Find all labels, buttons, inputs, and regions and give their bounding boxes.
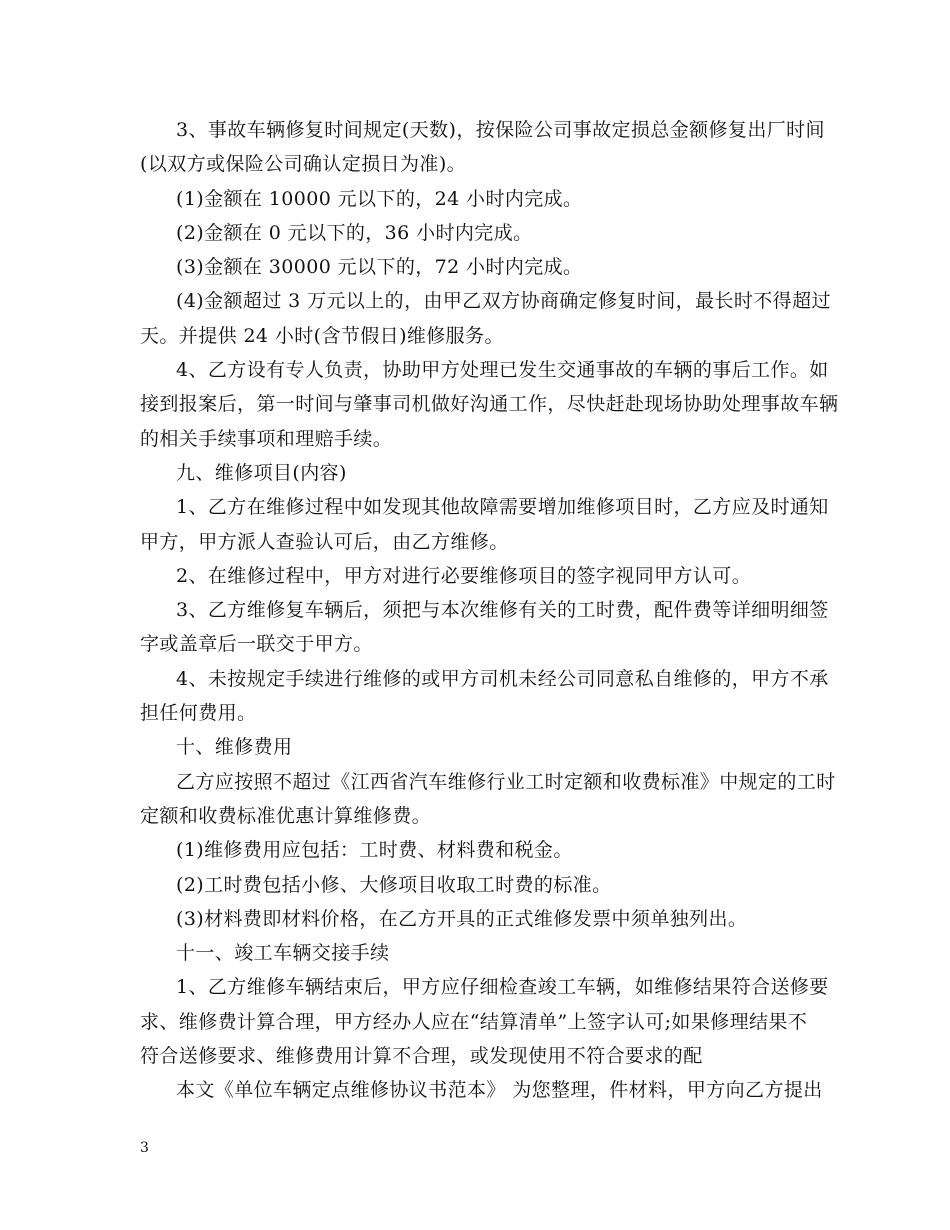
page-number: 3 [140,1140,149,1156]
text-line: 4、未按规定手续进行维修的或甲方司机未经公司同意私自维修的，甲方不承 [176,667,829,690]
section-heading: 九、维修项目(内容) [176,461,347,484]
text-line: 接到报案后，第一时间与肇事司机做好沟通工作，尽快赶赴现场协助处理事故车辆 [140,393,839,416]
text-line: 天。并提供 24 小时(含节假日)维修服务。 [140,324,504,347]
text-line: 的相关手续事项和理赔手续。 [140,427,393,450]
text-line: 3、事故车辆修复时间规定(天数)，按保险公司事故定损总金额修复出厂时间 [176,119,825,141]
section-heading: 十一、竣工车辆交接手续 [176,942,390,965]
text-line: 乙方应按照不超过《江西省汽车维修行业工时定额和收费标准》中规定的工时 [176,770,836,793]
text-line: (1)金额在 10000 元以下的，24 小时内完成。 [176,187,583,210]
text-line: 甲方，甲方派人查验认可后，由乙方维修。 [140,530,509,553]
document-body [140,113,839,1108]
text-line: 字或盖章后一联交于甲方。 [140,633,373,656]
text-line: (以双方或保险公司确认定损日为准)。 [140,153,467,176]
text-line: (3)金额在 30000 元以下的，72 小时内完成。 [176,256,583,279]
text-line: 本文《单位车辆定点维修协议书范本》 为您整理，件材料，甲方向乙方提出 [176,1079,823,1102]
text-line: (2)金额在 0 元以下的，36 小时内完成。 [176,221,533,244]
text-line: (4)金额超过 3 万元以上的，由甲乙双方协商确定修复时间，最长时不得超过 [176,290,831,313]
text-line: (2)工时费包括小修、大修项目收取工时费的标准。 [176,873,612,896]
text-line: 1、乙方在维修过程中如发现其他故障需要增加维修项目时，乙方应及时通知 [176,496,829,519]
text-line: 4、乙方设有专人负责，协助甲方处理已发生交通事故的车辆的事后工作。如 [176,359,829,382]
text-line: (1)维修费用应包括：工时费、材料费和税金。 [176,839,573,862]
text-line: 1、乙方维修车辆结束后，甲方应仔细检查竣工车辆，如维修结果符合送修要 [176,976,829,999]
text-line: 符合送修要求、维修费用计算不合理，或发现使用不符合要求的配 [140,1045,703,1068]
text-line: 2、在维修过程中，甲方对进行必要维修项目的签字视同甲方认可。 [176,564,752,587]
text-line: 担任何费用。 [140,702,257,725]
section-heading: 十、维修费用 [176,736,293,759]
text-line: (3)材料费即材料价格，在乙方开具的正式维修发票中须单独列出。 [176,907,748,930]
text-line: 定额和收费标准优惠计算维修费。 [140,804,432,827]
text-line: 3、乙方维修复车辆后，须把与本次维修有关的工时费，配件费等详细明细签 [176,599,829,622]
text-line: 求、维修费计算合理，甲方经办人应在“结算清单”上签字认可;如果修理结果不 [140,1010,808,1033]
